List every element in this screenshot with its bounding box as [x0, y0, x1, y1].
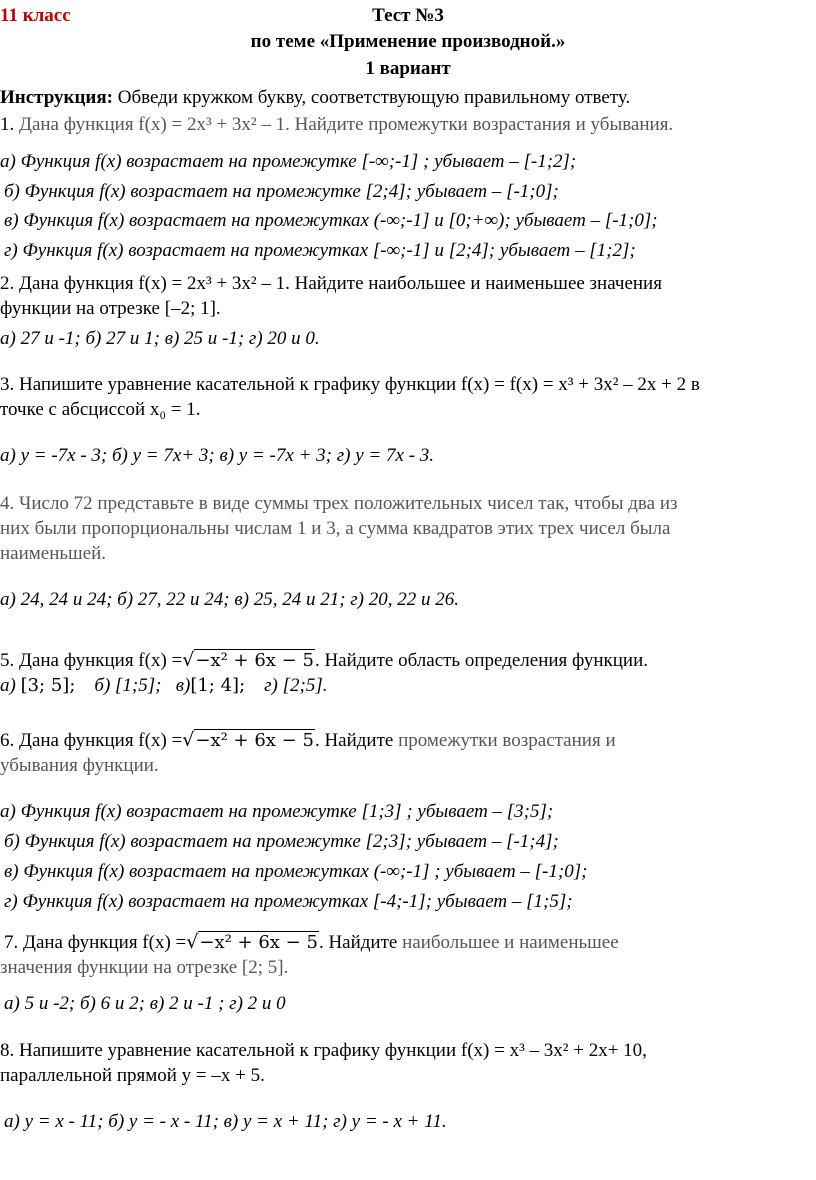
q3-answers[interactable]: а) y = -7x - 3; б) y = 7x+ 3; в) y = -7x + 3; г) y = 7x - 3.: [0, 445, 434, 466]
q5-sqrt-expression: [182, 648, 315, 673]
q6-option-b[interactable]: б) Функция f(x) возрастает на промежутке [2;3]; убывает – [-1;4];: [4, 831, 559, 852]
q5-option-a-value[interactable]: [3; 5]: [20, 675, 70, 696]
q1-number: 1.: [0, 114, 15, 135]
q2-text-line1: 2. Дана функция f(x) = 2x³ + 3x² – 1. Найдите наибольшее и наименьшее значения: [0, 273, 662, 294]
question-5: [0, 648, 648, 673]
instruction-label: Инструкция:: [0, 87, 113, 108]
q7-text-line2: значения функции на отрезке [2; 5].: [0, 957, 289, 978]
q5-option-b[interactable]: б) [1;5]: [94, 675, 156, 696]
q6-option-d[interactable]: г) Функция f(x) возрастает на промежутках [-4;-1]; убывает – [1;5];: [4, 891, 573, 912]
q6-prefix: 6. Дана функция f(x) =: [0, 730, 183, 751]
q5-option-c-label[interactable]: в): [175, 675, 191, 696]
instruction-text: Обведи кружком букву, соответствующую правильному ответу.: [117, 87, 631, 108]
q4-text-line3: наименьшей.: [0, 543, 107, 564]
variant-label: 1 вариант: [365, 58, 451, 79]
q1-option-d[interactable]: г) Функция f(x) возрастает на промежутках [-∞;-1] и [2;4]; убывает – [1;2];: [4, 240, 636, 261]
q3-text-line2: точке с абсциссой x₀ = 1.: [0, 399, 201, 420]
q5-prefix: 5. Дана функция f(x) =: [0, 650, 183, 671]
q6-sqrt-expression: [182, 728, 315, 753]
q5-radicand: −x² + 6x − 5: [195, 650, 314, 671]
question-1: [0, 113, 673, 137]
q3-text-line1: 3. Напишите уравнение касательной к графику функции f(x) = f(x) = x³ + 3x² – 2x + 2 в: [0, 374, 700, 395]
q7-sqrt-expression: [186, 930, 319, 955]
sqrt-icon: √: [182, 649, 195, 671]
q8-text-line2: параллельной прямой y = –x + 5.: [0, 1065, 265, 1086]
sqrt-icon: √: [182, 729, 195, 751]
grade-label: 11 класс: [0, 5, 71, 26]
test-topic: по теме «Применение производной.»: [250, 31, 566, 52]
q2-answers[interactable]: а) 27 и -1; б) 27 и 1; в) 25 и -1; г) 20 и 0.: [0, 328, 320, 349]
q1-option-a[interactable]: а) Функция f(x) возрастает на промежутке [-∞;-1] ; убывает – [-1;2];: [0, 151, 577, 172]
q1-option-c[interactable]: в) Функция f(x) возрастает на промежутках (-∞;-1] и [0;+∞); убывает – [-1;0];: [4, 210, 658, 231]
q4-answers[interactable]: а) 24, 24 и 24; б) 27, 22 и 24; в) 25, 24 и 21; г) 20, 22 и 26.: [0, 589, 460, 610]
q5-option-d[interactable]: г) [2;5].: [264, 675, 328, 696]
instruction: [0, 86, 630, 110]
q7-prefix: 7. Дана функция f(x) =: [4, 932, 187, 953]
q2-text-line2: функции на отрезке [–2; 1].: [0, 298, 221, 319]
q7-suffix: . Найдите: [318, 932, 398, 953]
q1-option-b[interactable]: б) Функция f(x) возрастает на промежутке [2;4]; убывает – [-1;0];: [4, 181, 559, 202]
q6-option-c[interactable]: в) Функция f(x) возрастает на промежутках (-∞;-1] ; убывает – [-1;0];: [4, 861, 588, 882]
q4-text-line2: них были пропорциональны числам 1 и 3, а сумма квадратов этих трех чисел была: [0, 518, 671, 539]
q5-option-c-value[interactable]: [1; 4]: [190, 675, 240, 696]
q7-answers[interactable]: а) 5 и -2; б) 6 и 2; в) 2 и -1 ; г) 2 и 0: [4, 993, 286, 1014]
q7-radicand: −x² + 6x − 5: [199, 932, 318, 953]
sqrt-icon: √: [186, 931, 199, 953]
q6-radicand: −x² + 6x − 5: [195, 730, 314, 751]
test-title: Тест №3: [372, 5, 444, 26]
q7-suffix-gray: наибольшее и наименьшее: [402, 932, 619, 953]
question-7: [4, 930, 619, 955]
q5-option-a-label[interactable]: а): [0, 675, 16, 696]
q8-text-line1: 8. Напишите уравнение касательной к графику функции f(x) = x³ – 3x² + 2x+ 10,: [0, 1040, 647, 1061]
q6-option-a[interactable]: а) Функция f(x) возрастает на промежутке [1;3] ; убывает – [3;5];: [0, 801, 554, 822]
q6-suffix: . Найдите: [314, 730, 394, 751]
q4-text-line1: 4. Число 72 представьте в виде суммы трех положительных чисел так, чтобы два из: [0, 493, 678, 514]
q6-suffix-gray: промежутки возрастания и: [398, 730, 616, 751]
q5-suffix: . Найдите область определения функции.: [314, 650, 649, 671]
q6-text-line2: убывания функции.: [0, 755, 159, 776]
question-6: [0, 728, 616, 753]
q5-answers: а) [3; 5]; б) [1;5]; в)[1; 4]; г) [2;5].: [0, 675, 328, 696]
q8-answers[interactable]: а) y = x - 11; б) y = - x - 11; в) y = x + 11; г) y = - x + 11.: [4, 1111, 447, 1132]
q1-text: Дана функция f(x) = 2x³ + 3x² – 1. Найдите промежутки возрастания и убывания.: [19, 114, 674, 135]
